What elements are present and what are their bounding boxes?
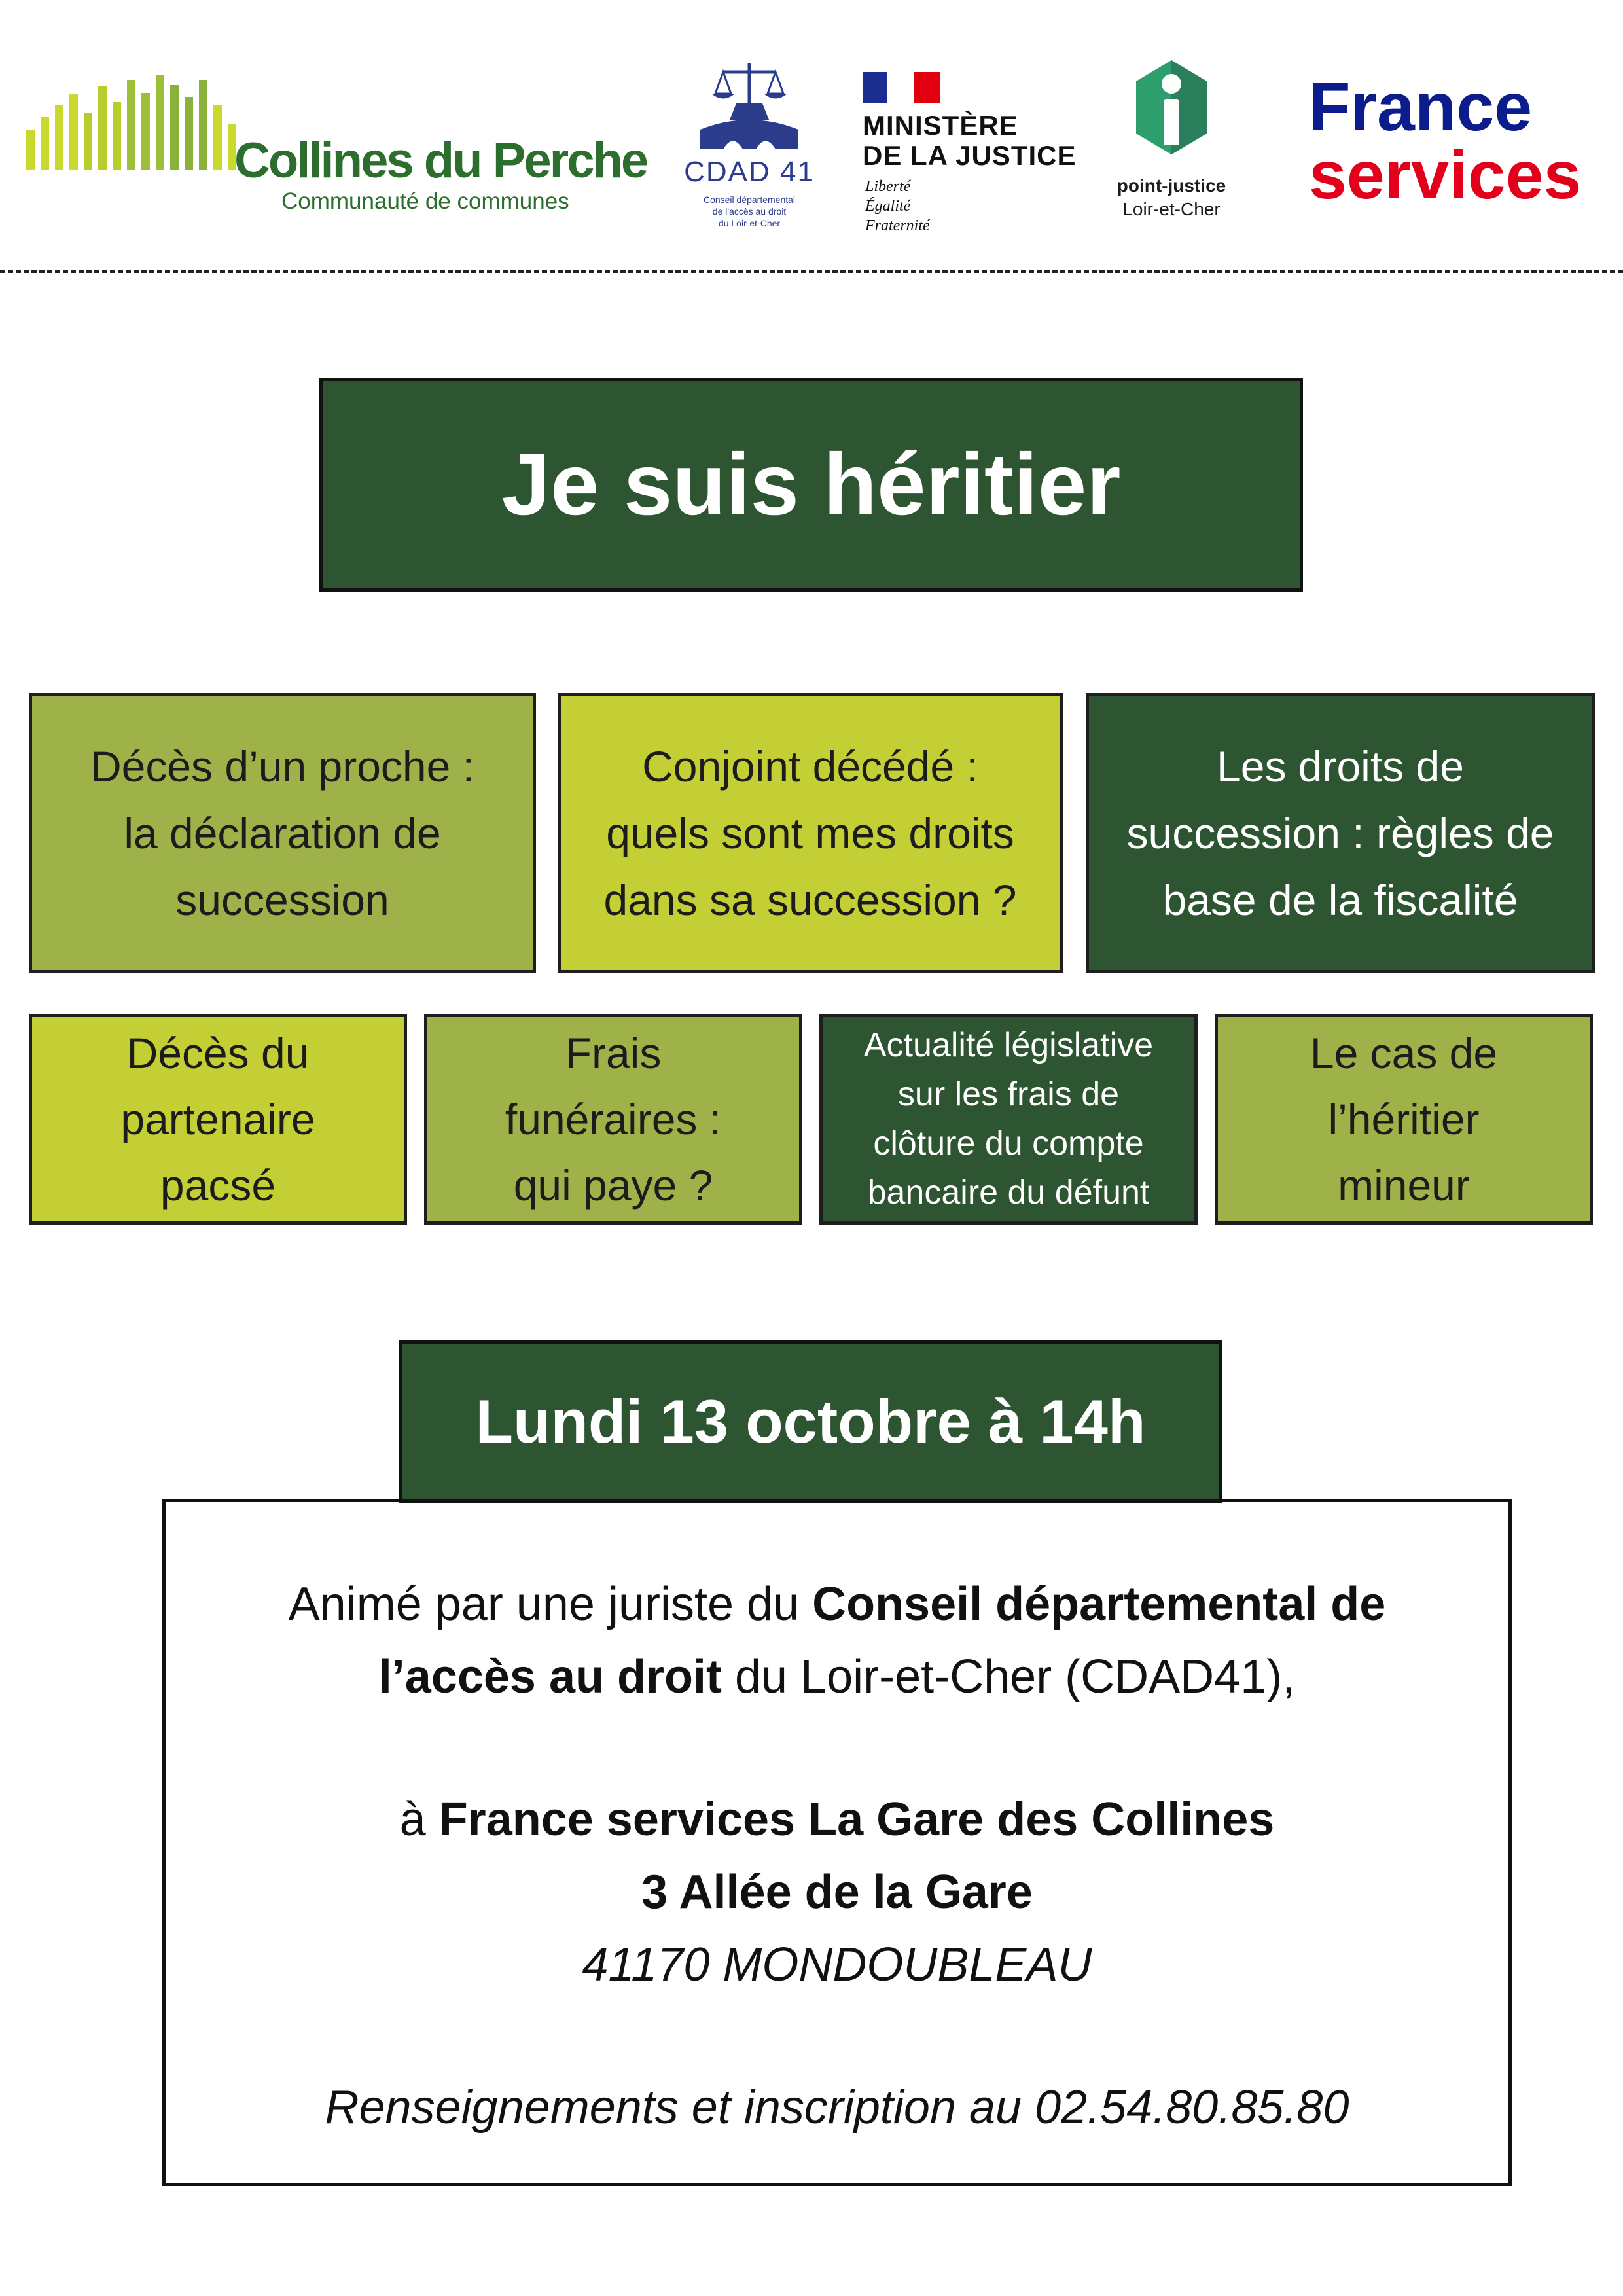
cdad41-logo (681, 58, 818, 238)
collines-name: Collines du Perche (234, 133, 647, 188)
logo-bar (69, 94, 78, 170)
topic-line: Décès du (126, 1028, 310, 1077)
motto-line: Fraternité (865, 217, 930, 234)
logo-bar (98, 86, 107, 170)
logo-bar (185, 97, 193, 170)
cdad-subtitle-line: du Loir-et-Cher (718, 218, 781, 228)
motto-line: Égalité (865, 198, 911, 215)
page-title: Je suis héritier (501, 436, 1121, 533)
collines-subtitle: Communauté de communes (281, 188, 569, 214)
topic-line: pacsé (160, 1160, 276, 1210)
point-justice-logo (1106, 58, 1237, 228)
info-text-bold: l’accès au droit (378, 1651, 722, 1703)
topic-line: la déclaration de (124, 809, 441, 857)
topic-line: bancaire du défunt (867, 1174, 1150, 1211)
topic-box-partenaire-pacse (29, 1014, 407, 1225)
logo-bar (55, 105, 63, 170)
point-justice-name: point-justice (1116, 175, 1226, 196)
cdad-subtitle-line: Conseil départemental (703, 194, 796, 205)
logo-bar (26, 130, 35, 170)
france-services-line2: services (1309, 137, 1582, 213)
point-justice-subtitle: Loir-et-Cher (1122, 199, 1221, 219)
logo-bar (170, 85, 179, 170)
ministere-line2: DE LA JUSTICE (863, 140, 1077, 171)
france-services-logo (1296, 69, 1597, 219)
date-banner (399, 1340, 1222, 1503)
topic-line: dans sa succession ? (603, 876, 1017, 924)
ministere-motto (865, 177, 930, 236)
topic-line: mineur (1338, 1160, 1470, 1210)
header-divider (0, 270, 1623, 273)
french-flag-icon (863, 72, 940, 103)
topic-box-droits-succession (1086, 693, 1595, 973)
logo-bar (127, 80, 135, 170)
topic-box-declaration-succession (29, 693, 536, 973)
ministere-justice-logo (859, 72, 1075, 236)
topic-line: clôture du compte (873, 1124, 1144, 1162)
logo-bar (41, 117, 49, 170)
france-services-line1: France (1309, 69, 1533, 145)
info-location-line (166, 1793, 1508, 1846)
topic-box-actualite-legislative (819, 1014, 1198, 1225)
topic-line: Actualité législative (863, 1026, 1154, 1064)
logo-bar (141, 93, 150, 170)
logo-bar (213, 105, 222, 170)
logo-bar (84, 113, 92, 170)
cdad-subtitle (681, 194, 818, 229)
info-text-bold: 3 Allée de la Gare (641, 1866, 1033, 1918)
logo-bar (199, 80, 207, 170)
info-contact-line: Renseignements et inscription au 02.54.80.85.80 (325, 2081, 1349, 2134)
topic-line: qui paye ? (513, 1160, 713, 1210)
collines-du-perche-logo (26, 72, 654, 223)
cdad-title: CDAD 41 (684, 156, 815, 188)
collines-bars-graphic (26, 72, 249, 170)
event-date: Lundi 13 octobre à 14h (475, 1387, 1146, 1456)
info-text: Animé par une juriste du (288, 1578, 813, 1630)
topic-line: Le cas de (1310, 1028, 1498, 1077)
cdad-subtitle-line: de l'accès au droit (712, 206, 787, 217)
info-address-street (166, 1865, 1508, 1919)
logo-bar (156, 75, 164, 170)
topic-line: partenaire (120, 1094, 315, 1143)
info-text: du Loir-et-Cher (CDAD41), (721, 1651, 1296, 1703)
event-info-box (162, 1499, 1512, 2186)
topic-line: base de la fiscalité (1162, 876, 1518, 924)
topic-line: Conjoint décédé : (642, 742, 978, 791)
info-text: à (399, 1793, 439, 1846)
ministere-line1: MINISTÈRE (863, 110, 1018, 141)
topic-line: Décès d’un proche : (90, 742, 474, 791)
topic-line: l’héritier (1328, 1094, 1480, 1143)
topic-line: Frais (565, 1028, 662, 1077)
topic-line: funéraires : (505, 1094, 722, 1143)
info-organizer-line2 (166, 1650, 1508, 1704)
topic-box-heritier-mineur (1215, 1014, 1593, 1225)
info-text-bold: Conseil départemental de (812, 1578, 1386, 1630)
topic-line: sur les frais de (897, 1075, 1120, 1113)
info-organizer-line1 (166, 1577, 1508, 1631)
point-justice-info-icon (1132, 58, 1211, 162)
topic-box-frais-funeraires (424, 1014, 802, 1225)
title-banner (319, 378, 1303, 592)
info-address-city: 41170 MONDOUBLEAU (582, 1939, 1092, 1991)
topic-line: Les droits de (1217, 742, 1464, 791)
topic-line: succession : règles de (1126, 809, 1554, 857)
motto-line: Liberté (865, 178, 911, 195)
scales-of-justice-icon (697, 58, 802, 156)
logo-bar (113, 102, 121, 170)
topic-line: quels sont mes droits (606, 809, 1014, 857)
topic-line: succession (175, 876, 389, 924)
topic-box-conjoint-decede (558, 693, 1063, 973)
info-text-bold: France services La Gare des Collines (438, 1793, 1275, 1846)
